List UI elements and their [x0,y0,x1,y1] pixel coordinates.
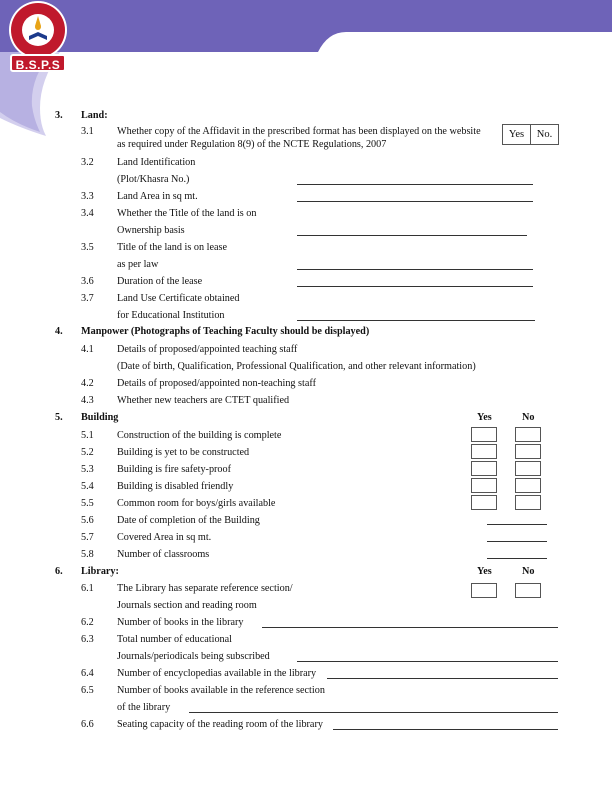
item-label: Building is fire safety-proof [117,464,232,475]
answer-line[interactable] [189,712,558,713]
item-label: as per law [117,259,159,270]
item-number: 3.7 [81,293,94,304]
no-column-header: No [522,412,535,423]
no-checkbox[interactable] [515,461,541,476]
answer-line[interactable] [262,627,558,628]
item-number: 6.6 [81,719,94,730]
yes-checkbox[interactable] [471,461,497,476]
item-number: 3.2 [81,157,94,168]
item-number: 6.4 [81,668,94,679]
item-label: Whether the Title of the land is on [117,208,257,219]
item-number: 5.4 [81,481,94,492]
item-label: Land Identification [117,157,196,168]
logo-badge: B.S.P.S [10,54,66,72]
item-number: 5.3 [81,464,94,475]
no-option[interactable]: No. [536,129,553,140]
section-number: 3. [55,110,63,121]
item-label: as required under Regulation 8(9) of the NCTE Regulations, 2007 [117,139,387,150]
item-label: Covered Area in sq mt. [117,532,212,543]
item-label: Land Use Certificate obtained [117,293,240,304]
answer-line[interactable] [487,541,547,542]
item-number: 3.1 [81,126,94,137]
item-label: Total number of educational [117,634,232,645]
section-title-building: Building [81,412,119,423]
item-label: Whether copy of the Affidavit in the prescribed format has been displayed on the website [117,126,481,137]
item-number: 3.4 [81,208,94,219]
item-number: 5.1 [81,430,94,441]
item-number: 3.5 [81,242,94,253]
yes-checkbox[interactable] [471,495,497,510]
item-label: Ownership basis [117,225,185,236]
yes-column-header: Yes [477,566,492,577]
answer-line[interactable] [297,184,533,185]
yes-checkbox[interactable] [471,478,497,493]
item-number: 4.3 [81,395,94,406]
item-number: 5.6 [81,515,94,526]
item-number: 5.5 [81,498,94,509]
item-number: 3.3 [81,191,94,202]
yes-column-header: Yes [477,412,492,423]
section-number: 6. [55,566,63,577]
item-label: Number of classrooms [117,549,210,560]
item-label: Number of books in the library [117,617,244,628]
item-number: 3.6 [81,276,94,287]
item-label: Building is disabled friendly [117,481,234,492]
section-title-library: Library: [81,566,119,577]
logo-emblem-icon [2,0,74,60]
no-column-header: No [522,566,535,577]
item-number: 6.2 [81,617,94,628]
item-number: 6.1 [81,583,94,594]
answer-line[interactable] [297,661,558,662]
item-label: Date of completion of the Building [117,515,260,526]
yes-checkbox[interactable] [471,427,497,442]
item-number: 6.3 [81,634,94,645]
item-label: Journals section and reading room [117,600,257,611]
item-number: 4.1 [81,344,94,355]
item-label: Seating capacity of the reading room of the library [117,719,323,730]
no-checkbox[interactable] [515,427,541,442]
yes-checkbox[interactable] [471,583,497,598]
answer-line[interactable] [297,320,535,321]
bsps-logo [2,0,74,78]
item-label: Number of encyclopedias available in the library [117,668,317,679]
answer-line[interactable] [327,678,558,679]
item-number: 5.7 [81,532,94,543]
answer-line[interactable] [297,201,533,202]
section-number: 5. [55,412,63,423]
item-label: Common room for boys/girls available [117,498,276,509]
item-label: Construction of the building is complete [117,430,282,441]
item-label: Building is yet to be constructed [117,447,250,458]
section-number: 4. [55,326,63,337]
item-number: 5.8 [81,549,94,560]
item-label: Title of the land is on lease [117,242,227,253]
answer-line[interactable] [333,729,558,730]
answer-line[interactable] [487,558,547,559]
item-label: Whether new teachers are CTET qualified [117,395,290,406]
yes-no-box[interactable] [502,124,559,145]
item-label: Number of books available in the reference section [117,685,325,696]
item-label: (Plot/Khasra No.) [117,174,190,185]
no-checkbox[interactable] [515,444,541,459]
item-label: of the library [117,702,171,713]
yes-option[interactable]: Yes [503,125,531,144]
item-label: Journals/periodicals being subscribed [117,651,270,662]
answer-line[interactable] [487,524,547,525]
item-number: 6.5 [81,685,94,696]
item-number: 4.2 [81,378,94,389]
no-checkbox[interactable] [515,478,541,493]
no-checkbox[interactable] [515,583,541,598]
no-checkbox[interactable] [515,495,541,510]
answer-line[interactable] [297,269,533,270]
answer-line[interactable] [297,235,527,236]
item-label: The Library has separate reference section/ [117,583,293,594]
item-label: Land Area in sq mt. [117,191,198,202]
item-label: Details of proposed/appointed non-teaching staff [117,378,316,389]
section-title-land: Land: [81,110,108,121]
yes-checkbox[interactable] [471,444,497,459]
answer-line[interactable] [297,286,533,287]
item-label: Details of proposed/appointed teaching staff [117,344,298,355]
section-title-manpower: Manpower (Photographs of Teaching Faculty should be displayed) [81,326,370,337]
item-label: Duration of the lease [117,276,203,287]
item-number: 5.2 [81,447,94,458]
item-label: (Date of birth, Qualification, Professional Qualification, and other relevant information) [117,361,476,372]
item-label: for Educational Institution [117,310,225,321]
